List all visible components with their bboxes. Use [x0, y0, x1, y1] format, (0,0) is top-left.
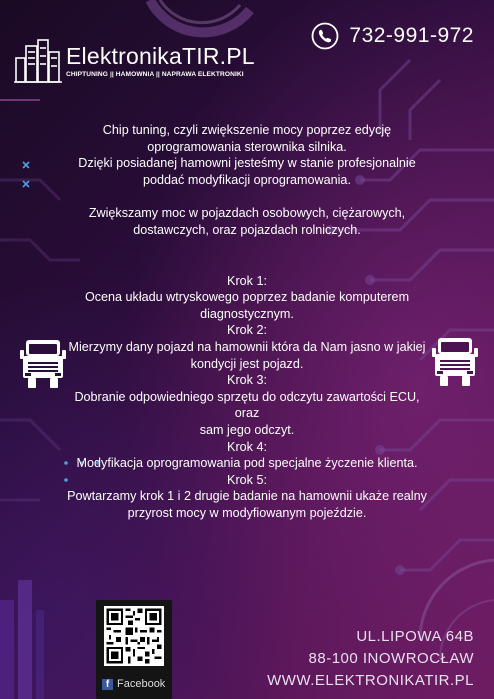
phone-number: 732-991-972 — [349, 24, 474, 47]
logo-buildings-icon — [14, 38, 64, 84]
main-content — [62, 122, 432, 521]
truck-icon — [432, 336, 478, 388]
intro-line: Zwiększamy moc w pojazdach osobowych, ciężarowych, — [88, 206, 406, 221]
address-street: UL.LIPOWA 64B — [356, 628, 474, 645]
step-title: Krok 5: — [227, 472, 267, 487]
step-text: kondycji jest pojazd. — [190, 356, 304, 371]
address-city: 88-100 INOWROCŁAW — [308, 650, 474, 667]
step-text: sam jego odczyt. — [199, 422, 295, 437]
step-text: Dobranie odpowiedniego sprzętu do odczytu zawartości ECU, oraz — [74, 389, 420, 421]
phone-contact[interactable] — [311, 22, 474, 50]
step-title: Krok 1: — [227, 273, 267, 288]
intro-line: Dzięki posiadanej hamowni jesteśmy w stanie profesjonalnie — [78, 156, 416, 171]
step-text: przyrost mocy w modyfiowanym pojeździe. — [127, 505, 367, 520]
phone-icon — [311, 22, 339, 50]
facebook-icon: f — [102, 679, 113, 690]
intro-line: poddać modyfikacji oprogramowania. — [143, 172, 351, 187]
step-text: diagnostycznym. — [200, 306, 294, 321]
step-title: Krok 3: — [227, 373, 267, 388]
brand-tagline: CHIPTUNING || HAMOWNIA || NAPRAWA ELEKTRONIKI — [66, 71, 244, 78]
intro-line: oprogramowania sterownika silnika. — [147, 139, 347, 154]
facebook-label: Facebook — [117, 678, 166, 690]
brand-name: ElektronikaTIR.PL — [66, 43, 255, 69]
step-text: Mierzymy dany pojazd na hamownii która da Nam jasno w jakiej — [68, 339, 426, 354]
step-text: Modyfikacja oprogramowania pod specjalne życzenie klienta. — [76, 456, 418, 471]
intro-line: dostawczych, oraz pojazdach rolniczych. — [133, 222, 361, 237]
step-text: Ocena układu wtryskowego poprzez badanie komputerem — [84, 290, 410, 305]
brand-logo[interactable] — [14, 38, 255, 84]
website-link[interactable]: WWW.ELEKTRONIKATIR.PL — [267, 672, 474, 689]
truck-icon — [20, 338, 66, 390]
address-block — [267, 626, 474, 692]
intro-line: Chip tuning, czyli zwiększenie mocy poprzez edycję — [102, 123, 392, 137]
step-text: Powtarzamy krok 1 i 2 drugie badanie na hamownii ukaże realny — [67, 489, 427, 504]
facebook-link[interactable] — [102, 678, 165, 690]
step-title: Krok 2: — [227, 323, 267, 338]
qr-facebook-card[interactable] — [96, 600, 172, 699]
qr-code[interactable] — [104, 606, 164, 666]
step-title: Krok 4: — [227, 439, 267, 454]
